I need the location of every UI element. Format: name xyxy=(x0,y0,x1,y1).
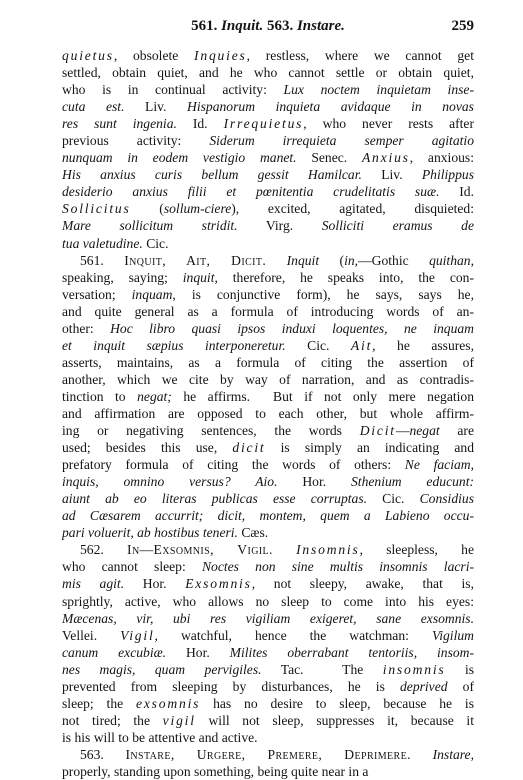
text-line xyxy=(62,456,474,473)
italic-text: Instare xyxy=(432,746,471,762)
text-segment: Cæs. xyxy=(237,525,269,541)
text-segment: Cic. xyxy=(142,235,169,251)
text-segment: Id. xyxy=(176,116,224,132)
text-segment: — xyxy=(395,423,410,439)
text-segment: , anxious: xyxy=(409,150,474,166)
text-segment: will not sleep, suppresses it, because it xyxy=(195,712,474,728)
text-line xyxy=(62,473,474,490)
italic-text: cuta est. xyxy=(62,99,125,115)
text-segment: Cic. xyxy=(367,491,420,507)
text-segment: not tired; the xyxy=(62,712,163,728)
spaced-term: insomnis xyxy=(382,661,446,677)
text-line xyxy=(62,149,474,166)
text-line xyxy=(62,166,474,183)
text-line xyxy=(62,644,474,661)
header-title xyxy=(62,18,474,35)
spaced-term: Irrequietus xyxy=(223,116,304,132)
text-segment: , xyxy=(470,746,474,762)
text-segment: versation; xyxy=(62,286,132,302)
text-segment: Id. xyxy=(439,184,474,200)
text-line xyxy=(62,320,474,337)
text-line xyxy=(62,337,474,354)
text-segment: ), excited, agitated, disquieted: xyxy=(231,201,474,217)
italic-text: in xyxy=(344,252,355,268)
text-segment: 563. xyxy=(80,746,126,762)
italic-text: inquam xyxy=(131,286,173,302)
body-text xyxy=(62,47,474,780)
text-segment: properly, standing upon something, being quite near in a xyxy=(62,763,369,779)
spaced-term: dicit xyxy=(232,440,266,456)
text-line xyxy=(62,610,474,627)
text-segment: , who never rests after xyxy=(303,116,474,132)
text-segment: prefatory formula of citing the words of others: xyxy=(62,457,405,473)
text-segment: Tac. The xyxy=(261,661,383,677)
text-segment: , obsolete xyxy=(113,48,195,63)
text-segment: ,—Gothic xyxy=(354,252,430,268)
spaced-term: Dicit xyxy=(359,423,396,439)
text-segment: 562. xyxy=(80,542,128,558)
text-segment: of xyxy=(447,678,474,694)
text-segment: Hor. xyxy=(166,644,230,660)
text-line xyxy=(62,269,474,286)
italic-text: Considius xyxy=(419,491,474,507)
header-num-563: 563. xyxy=(266,18,294,34)
text-line xyxy=(62,354,474,371)
italic-text: aiunt ab eo literas publicas esse corruptas. xyxy=(62,491,368,507)
text-segment: used; besides this use, xyxy=(62,440,233,456)
text-line xyxy=(62,252,474,269)
text-segment: ( xyxy=(130,201,164,217)
text-segment: and affirmation are opposed to each other, but whole affirm- xyxy=(62,405,474,421)
italic-text: canum excubiæ. xyxy=(62,644,167,660)
text-segment: is xyxy=(445,661,474,677)
italic-text: res sunt ingenia. xyxy=(62,116,177,132)
small-caps-heading: Inquit, Ait, Dicit. xyxy=(124,252,267,268)
text-segment: , he assures, xyxy=(372,337,474,353)
italic-text: Vigilum xyxy=(431,627,474,643)
text-line xyxy=(62,200,474,217)
text-line xyxy=(62,746,474,763)
italic-text: Milites oberrabant tentoriis, insom- xyxy=(229,644,474,660)
text-line xyxy=(62,405,474,422)
text-line xyxy=(62,490,474,507)
spaced-term: Insomnis xyxy=(296,542,360,558)
italic-text: negat; xyxy=(137,388,172,404)
italic-text: Ne faciam, xyxy=(404,457,474,473)
spaced-term: Sollicitus xyxy=(62,201,131,217)
text-line xyxy=(62,541,474,558)
italic-text: His anxius curis bellum gessit Hamilcar. xyxy=(62,167,362,183)
text-line xyxy=(62,593,474,610)
text-segment: Hor. xyxy=(124,576,186,592)
italic-text: desiderio anxius filii et pœnitentia crudelitatis suæ. xyxy=(62,184,440,200)
header-word-instare: Instare. xyxy=(296,18,345,34)
text-line xyxy=(62,439,474,456)
text-line xyxy=(62,115,474,132)
text-segment: , xyxy=(470,252,474,268)
spaced-term: Anxius xyxy=(361,150,410,166)
italic-text: Siderum irrequieta semper agitatio xyxy=(209,133,474,149)
spaced-term: quietus xyxy=(62,48,114,63)
italic-text: inquis, omnino versus? Aio. xyxy=(62,474,278,490)
small-caps-heading: In—Exsomnis, Vigil. xyxy=(127,542,273,558)
page-number: 259 xyxy=(451,18,474,34)
italic-text: Hoc libro quasi ipsos induxi loquentes, ne inquam xyxy=(110,320,474,336)
text-segment: , is conjunctive form), he says, says he, xyxy=(172,286,474,302)
spaced-term: Exsomnis xyxy=(185,576,252,592)
italic-text: negat xyxy=(409,423,440,439)
italic-text: et inquit sæpius interponeretur. xyxy=(62,337,286,353)
text-segment: , not sleepy, awake, that is, xyxy=(251,576,474,592)
italic-text: Lux noctem inquietam inse- xyxy=(283,82,474,98)
text-line xyxy=(62,661,474,678)
text-segment: other: xyxy=(62,320,111,336)
header-word-inquit: Inquit. xyxy=(221,18,264,34)
text-line xyxy=(62,678,474,695)
text-line xyxy=(62,388,474,405)
text-line xyxy=(62,695,474,712)
text-segment: Liv. xyxy=(124,99,188,115)
text-segment: are xyxy=(439,423,474,439)
text-segment: tinction to xyxy=(62,388,138,404)
text-segment: speaking, saying; xyxy=(62,269,183,285)
italic-text: sollum-ciere xyxy=(163,201,232,217)
text-line xyxy=(62,64,474,81)
spaced-term: vigil xyxy=(162,712,196,728)
text-segment: Virg. xyxy=(237,218,322,234)
italic-text: Solliciti eramus de xyxy=(321,218,474,234)
text-segment: and quite general as a formula of introducing words of an- xyxy=(62,303,474,319)
italic-text: Noctes non sine multis insomnis lacri- xyxy=(201,559,474,575)
text-segment: Vellei. xyxy=(62,627,121,643)
text-line xyxy=(62,183,474,200)
italic-text: nunquam in eodem vestigio manet. xyxy=(62,150,297,166)
italic-text: Hispanorum inquieta avidaque in novas xyxy=(187,99,474,115)
italic-text: Sthenium educunt: xyxy=(351,474,474,490)
text-segment: another, which we cite by way of narration, and as contradis- xyxy=(62,371,474,387)
italic-text: Mare sollicitum stridit. xyxy=(62,218,238,234)
small-caps-heading: Instare, Urgere, Premere, Deprimere. xyxy=(125,746,411,762)
text-segment: sprightly, active, who allows no sleep to come into his eyes: xyxy=(62,593,474,609)
text-segment xyxy=(266,253,286,268)
text-segment: ing or negativing sentences, the words xyxy=(62,423,360,439)
spaced-term: Vigil xyxy=(120,627,155,643)
text-segment xyxy=(273,542,296,557)
text-segment: prevented from sleeping by disturbances, he is xyxy=(62,678,400,694)
text-line xyxy=(62,371,474,388)
text-line xyxy=(62,524,474,541)
italic-text: deprived xyxy=(399,678,448,694)
italic-text: Inquit xyxy=(286,252,320,268)
text-line xyxy=(62,575,474,592)
text-segment: previous activity: xyxy=(62,133,210,149)
italic-text: pari voluerit, ab hostibus teneri. xyxy=(62,525,238,541)
text-line xyxy=(62,422,474,439)
text-segment: , restless, where we cannot get xyxy=(246,48,474,63)
text-segment: is his will to be attentive and active. xyxy=(62,729,258,745)
text-line xyxy=(62,81,474,98)
text-segment: is simply an indicating and xyxy=(265,440,474,456)
italic-text: quithan xyxy=(429,252,471,268)
text-line xyxy=(62,132,474,149)
italic-text: tua valetudine. xyxy=(62,235,143,251)
text-segment: ( xyxy=(319,252,345,268)
text-line xyxy=(62,98,474,115)
spaced-term: Ait xyxy=(350,337,373,353)
text-segment: asserts, maintains, as a formula of citing the assertion of xyxy=(62,354,474,370)
italic-text: nes magis, quam pervigiles. xyxy=(62,661,262,677)
text-line xyxy=(62,627,474,644)
text-segment: 561. xyxy=(80,252,125,268)
text-line xyxy=(62,712,474,729)
text-segment: settled, obtain quiet, and he who cannot settle or obtain quiet, xyxy=(62,65,474,81)
text-segment: has no desire to sleep, because he is xyxy=(200,695,474,711)
text-segment: sleep; the xyxy=(62,695,136,711)
text-segment xyxy=(411,747,433,762)
italic-text: mis agit. xyxy=(62,576,125,592)
text-line xyxy=(62,47,474,64)
text-segment: Hor. xyxy=(277,474,351,490)
text-line xyxy=(62,286,474,303)
text-segment: , watchful, hence the watchman: xyxy=(154,627,432,643)
text-segment: Liv. xyxy=(361,167,422,183)
italic-text: Philippus xyxy=(421,167,474,183)
text-line xyxy=(62,729,474,746)
text-segment: who cannot sleep: xyxy=(62,559,202,575)
text-line xyxy=(62,303,474,320)
spaced-term: exsomnis xyxy=(136,695,201,711)
text-segment: , therefore, he speaks into, the con- xyxy=(214,269,474,285)
text-segment: Cic. xyxy=(285,337,351,353)
italic-text: inquit xyxy=(182,269,215,285)
spaced-term: Inquies xyxy=(194,48,247,63)
italic-text: Mæcenas, vir, ubi res vigiliam exigeret, sane exsomnis. xyxy=(62,610,474,626)
running-header xyxy=(62,18,474,38)
text-segment: he affirms. But if not only mere negation xyxy=(171,388,474,404)
text-line xyxy=(62,235,474,252)
text-segment: who is in continual activity: xyxy=(62,82,284,98)
text-segment: , sleepless, he xyxy=(359,542,474,558)
italic-text: ad Cæsarem accurrit; dicit, montem, quem a Labieno occu- xyxy=(62,508,474,524)
text-line xyxy=(62,217,474,234)
text-segment: Senec. xyxy=(296,150,362,166)
header-num-561: 561. xyxy=(191,18,218,34)
text-line xyxy=(62,763,474,780)
text-line xyxy=(62,507,474,524)
text-line xyxy=(62,558,474,575)
